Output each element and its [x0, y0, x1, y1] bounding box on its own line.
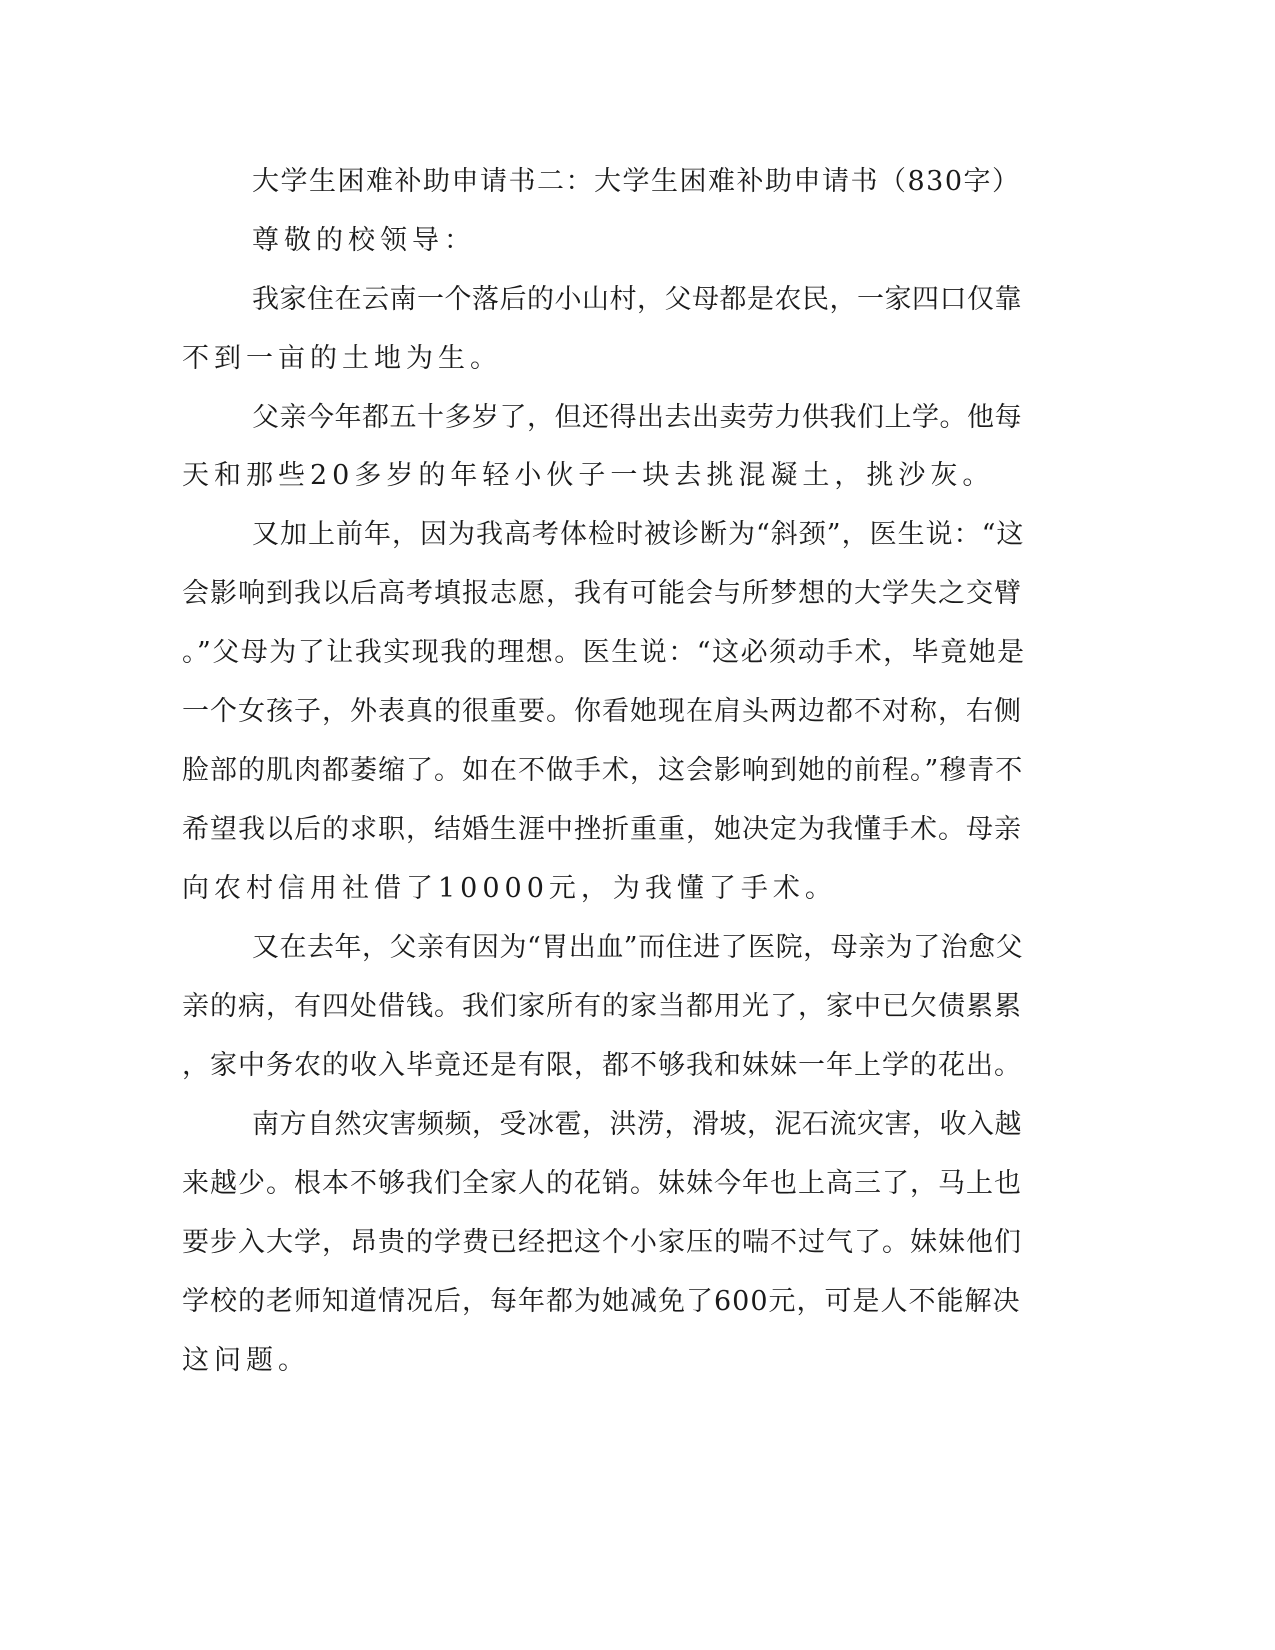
text-line-9: 。”父母为了让我实现我的理想。医生说：“这必须动手术，毕竟她是 — [182, 637, 1026, 668]
text-line-10: 一个女孩子，外表真的很重要。你看她现在肩头两边都不对称，右侧 — [182, 696, 1022, 727]
text-line-13: 向农村信用社借了10000元，为我懂了手术。 — [182, 873, 837, 904]
text-line-16: ，家中务农的收入毕竟还是有限，都不够我和妹妹一年上学的花出。 — [182, 1050, 1022, 1081]
text-line-15: 亲的病，有四处借钱。我们家所有的家当都用光了，家中已欠债累累 — [182, 991, 1022, 1022]
text-line-21: 这问题。 — [182, 1345, 310, 1376]
text-line-20: 学校的老师知道情况后，每年都为她减免了600元，可是人不能解决 — [182, 1286, 1021, 1317]
text-line-18: 来越少。根本不够我们全家人的花销。妹妹今年也上高三了，马上也 — [182, 1168, 1022, 1199]
text-line-3: 我家住在云南一个落后的小山村，父母都是农民，一家四口仅靠 — [252, 284, 1022, 315]
text-line-12: 希望我以后的求职，结婚生涯中挫折重重，她决定为我懂手术。母亲 — [182, 814, 1022, 845]
text-line-19: 要步入大学，昂贵的学费已经把这个小家压的喘不过气了。妹妹他们 — [182, 1227, 1022, 1258]
text-line-2: 尊敬的校领导： — [252, 225, 476, 256]
text-line-11: 脸部的肌肉都萎缩了。如在不做手术，这会影响到她的前程。”穆青不 — [182, 755, 1024, 786]
text-line-5: 父亲今年都五十多岁了，但还得出去出卖劳力供我们上学。他每 — [252, 402, 1022, 433]
text-line-8: 会影响到我以后高考填报志愿，我有可能会与所梦想的大学失之交臂 — [182, 578, 1022, 609]
text-line-6: 天和那些20多岁的年轻小伙子一块去挑混凝土，挑沙灰。 — [182, 460, 995, 491]
text-line-14: 又在去年，父亲有因为“胃出血”而住进了医院，母亲为了治愈父 — [252, 932, 1024, 963]
text-line-17: 南方自然灾害频频，受冰雹，洪涝，滑坡，泥石流灾害，收入越 — [252, 1109, 1022, 1140]
text-line-7: 又加上前年，因为我高考体检时被诊断为“斜颈”，医生说：“这 — [252, 519, 1025, 550]
text-line-4: 不到一亩的土地为生。 — [182, 343, 502, 374]
text-line-1: 大学生困难补助申请书二：大学生困难补助申请书（830字） — [252, 166, 1021, 197]
